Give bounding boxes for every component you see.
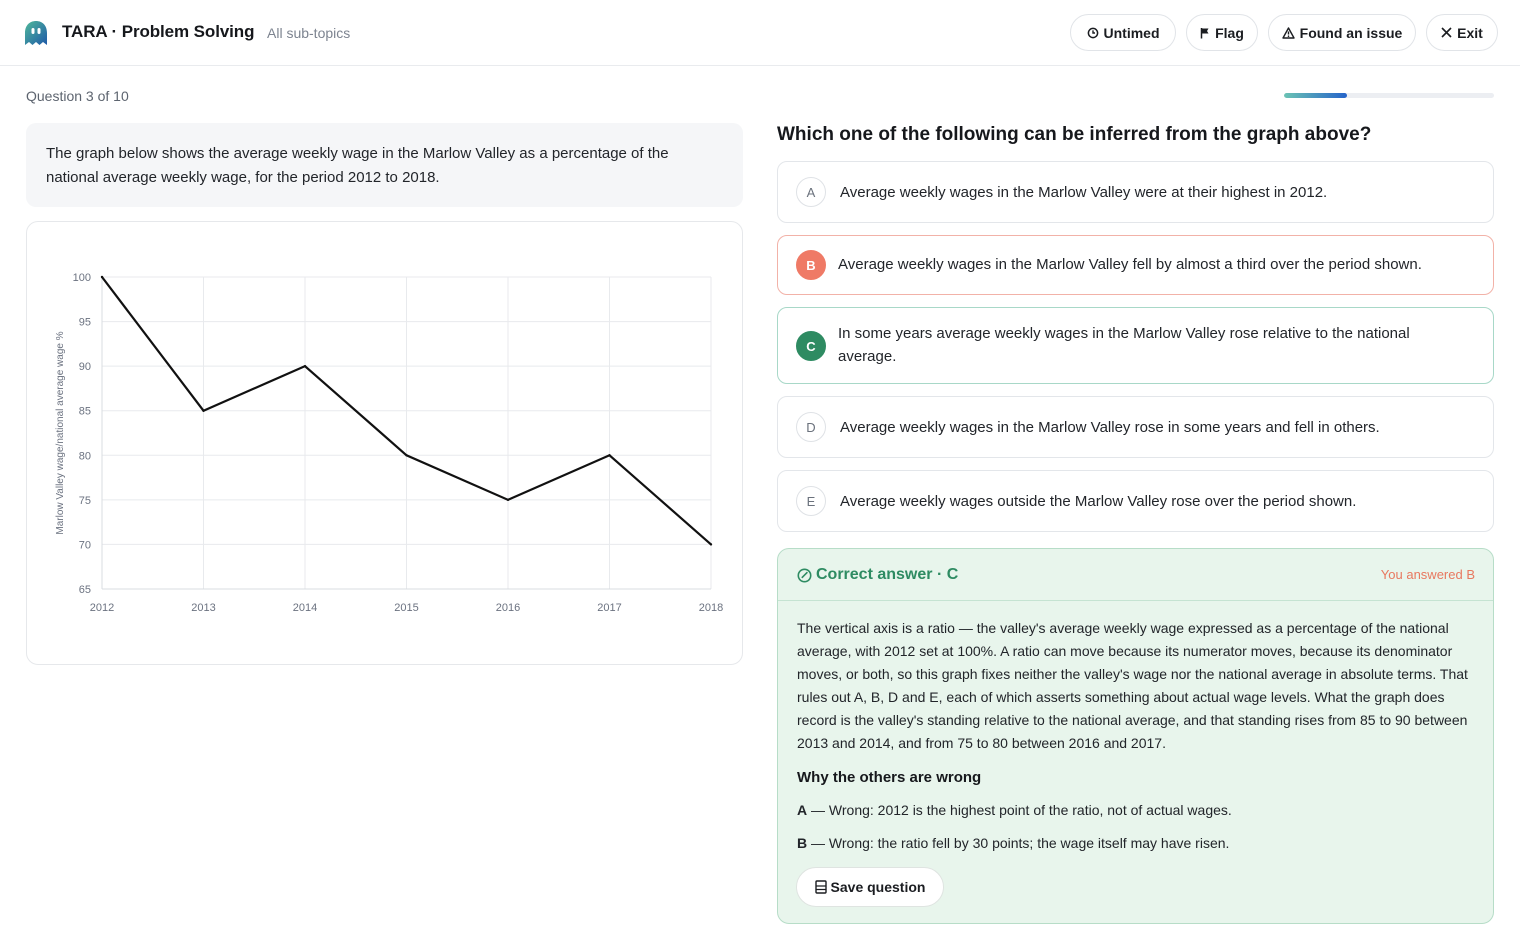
you-answered-label: You answered B [1380,567,1475,582]
app-title: TARA · Problem Solving [62,22,255,41]
y-tick-label: 90 [78,361,91,374]
x-tick-label: 2014 [292,602,318,614]
y-tick-label: 70 [78,539,91,552]
warning-icon [1282,27,1295,39]
correct-answer-text: Correct answer · C [816,566,959,583]
option-e[interactable] [777,470,1494,532]
top-bar [0,0,1520,66]
timer-icon [1087,27,1099,39]
why-item-letter: B [797,835,808,851]
option-letter: C [796,331,826,361]
correct-answer-label [797,566,958,584]
explanation-header [778,549,1493,601]
flag-label: Flag [1215,24,1244,41]
x-tick-label: 2016 [495,602,521,614]
question-counter: Question 3 of 10 [26,88,129,104]
x-tick-label: 2015 [394,602,419,614]
y-axis-label: Marlow Valley wage/national average wage % [55,331,66,535]
data-point [101,276,103,278]
data-point [405,454,407,456]
save-question-button[interactable] [796,867,944,907]
option-letter: D [796,412,826,442]
option-a[interactable] [777,161,1494,223]
option-letter: A [796,177,826,207]
save-question-label: Save question [830,879,926,895]
option-text: Average weekly wages outside the Marlow Valley rose over the period shown. [840,493,1357,510]
untimed-button[interactable] [1070,14,1176,51]
progress-bar [1284,93,1494,98]
found-issue-label: Found an issue [1299,24,1403,41]
y-tick-label: 80 [78,450,91,463]
data-point [608,454,610,456]
exit-button[interactable] [1426,14,1498,51]
option-text: Average weekly wages in the Marlow Valley rose in some years and fell in others. [840,419,1380,436]
option-letter: E [796,486,826,516]
flag-icon [1200,27,1210,39]
bookmark-icon [815,880,827,894]
sub-topic-label: All sub-topics [267,25,351,41]
check-circle-icon [797,568,812,583]
progress-bar-fill [1284,93,1347,98]
exit-label: Exit [1457,24,1483,41]
y-tick-label: 95 [78,316,91,329]
why-others-wrong-heading: Why the others are wrong [797,769,982,786]
data-point [710,543,712,545]
option-text: Average weekly wages in the Marlow Valley were at their highest in 2012. [840,184,1328,201]
x-tick-label: 2012 [89,602,115,614]
option-text: Average weekly wages in the Marlow Valley fell by almost a third over the period shown. [838,256,1422,273]
explanation-panel [777,548,1494,924]
y-tick-label: 65 [78,584,91,596]
data-point [202,410,204,412]
question-stem: The graph below shows the average weekly wage in the Marlow Valley as a percentage of the national average weekly wage, for the period 2012 to 2018. [26,123,743,207]
flag-button[interactable] [1186,14,1258,51]
why-item-text: — Wrong: the ratio fell by 30 points; the wage itself may have risen. [807,835,1230,851]
x-tick-label: 2013 [191,602,216,614]
option-text: In some years average weekly wages in the Marlow Valley rose relative to the national average. [838,325,1410,365]
why-item-letter: A [797,802,808,818]
why-item-b [797,835,1229,851]
option-d[interactable] [777,396,1494,458]
y-tick-label: 75 [78,494,91,507]
data-point [304,365,306,367]
y-tick-label: 100 [72,272,91,284]
why-item-text: — Wrong: 2012 is the highest point of the ratio, not of actual wages. [807,802,1232,818]
x-tick-label: 2017 [597,602,622,614]
data-point [507,499,509,501]
option-b[interactable] [777,235,1494,295]
option-letter: B [796,250,826,280]
question-prompt: Which one of the following can be inferred from the graph above? [777,124,1372,145]
x-tick-label: 2018 [698,602,724,614]
line-chart [27,222,744,666]
option-c[interactable] [777,307,1494,384]
explanation-text: The vertical axis is a ratio — the valley's average weekly wage expressed as a percentage of the national average, with 2012 set at 100%. A ratio can move because its numerator moves, because its denominator moves, or both, so this graph fixes neither the valley's wage nor the national average in absolute terms. That rules out A, B, D and E, each of which asserts something about actual wage levels. What the graph does record is the valley's standing relative to the national average, and that standing rises from 85 to 90 between 2013 and 2014, and from 75 to 80 between 2016 and 2017. [797,620,1468,751]
tara-logo-icon [22,19,50,47]
untimed-label: Untimed [1103,24,1160,41]
y-tick-label: 85 [78,405,91,418]
close-icon [1441,27,1452,38]
why-item-a [797,802,1232,818]
found-issue-button[interactable] [1268,14,1416,51]
chart-card [26,221,743,665]
